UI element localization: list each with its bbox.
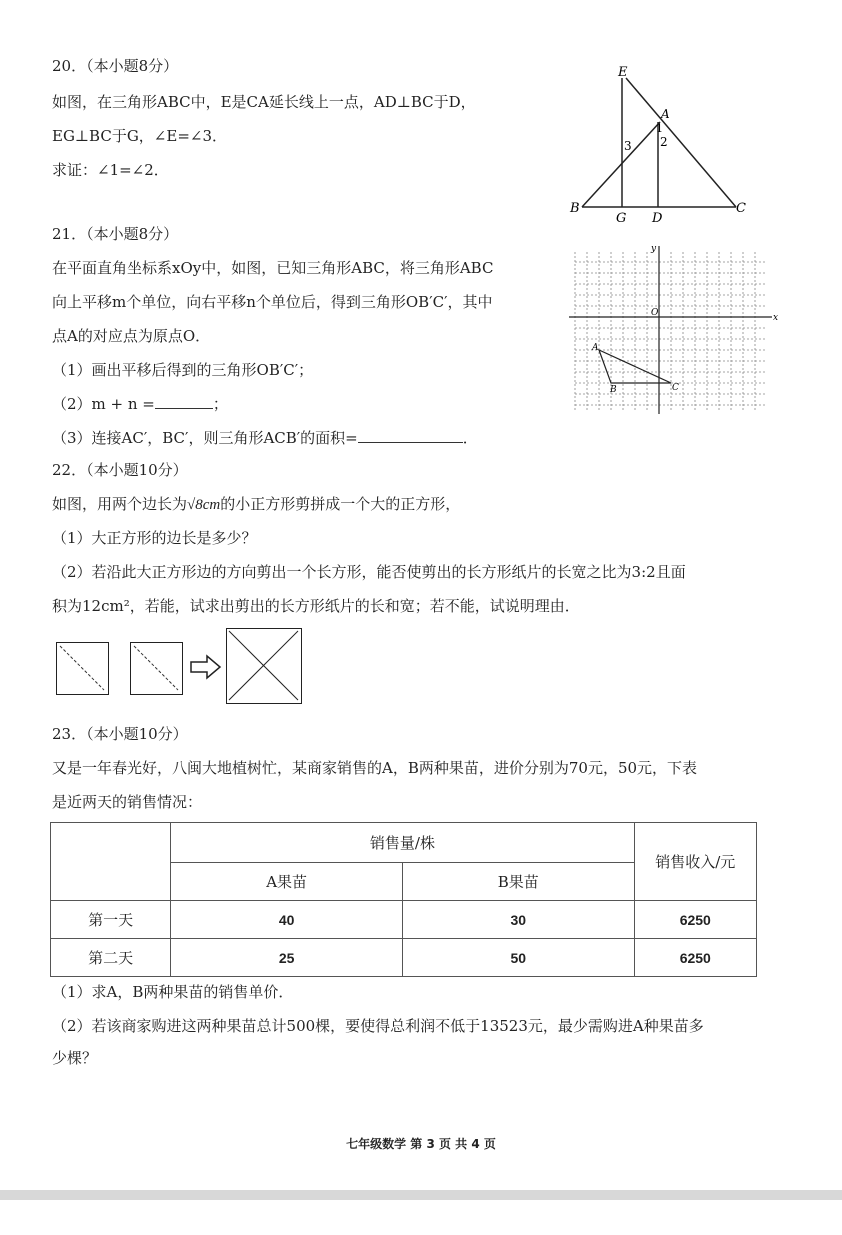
q23-sub1: （1）求A，B两种果苗的销售单价． <box>52 983 294 1001</box>
q20-line1: 如图，在三角形ABC中，E是CA延长线上一点，AD⊥BC于D， <box>52 93 476 111</box>
q22-heading: 22．（本小题10分） <box>52 461 188 479</box>
q22-sub2-line1: （2）若沿此大正方形边的方向剪出一个长方形，能否使剪出的长方形纸片的长宽之比为3:2且面 <box>52 563 686 581</box>
q23-line2: 是近两天的销售情况： <box>52 793 203 811</box>
cell-income: 6250 <box>634 939 756 977</box>
q22-line1-suffix: 的小正方形剪拼成一个大的正方形， <box>220 495 461 513</box>
cell-b: 50 <box>402 939 634 977</box>
arrow-right-icon <box>189 654 223 680</box>
coordinate-grid <box>565 242 780 417</box>
small-square-2 <box>130 642 183 695</box>
q20-line3: 求证：∠1=∠2． <box>52 161 169 179</box>
q20-heading: 20．（本小题8分） <box>52 57 179 75</box>
cell-a: 25 <box>171 939 403 977</box>
q23-line1: 又是一年春光好，八闽大地植树忙，某商家销售的A，B两种果苗，进价分别为70元，50元，下表 <box>52 759 698 777</box>
large-square <box>226 628 302 704</box>
table-corner-cell <box>51 823 171 901</box>
q21-sub2-prefix: （2）m + n = <box>52 395 155 413</box>
q22-line1-math: √8cm <box>187 497 221 513</box>
q22-sub1: （1）大正方形的边长是多少？ <box>52 529 257 547</box>
cell-income: 6250 <box>634 901 756 939</box>
small-square-1 <box>56 642 109 695</box>
label-E: E <box>618 65 628 80</box>
table-row <box>51 901 757 939</box>
answer-blank-mn[interactable] <box>155 394 213 409</box>
table-header-income: 销售收入/元 <box>634 823 756 901</box>
label-B: B <box>570 201 580 216</box>
point-b-label: B <box>610 385 617 395</box>
q21-sub2-suffix: ； <box>212 395 228 413</box>
q21-sub2 <box>52 394 228 414</box>
q22-sub2-line2: 积为12cm²，若能，试求出剪出的长方形纸片的长和宽；若不能，试说明理由． <box>52 597 580 615</box>
label-D: D <box>652 211 663 225</box>
table-header-b: B果苗 <box>402 863 634 901</box>
q23-heading: 23．（本小题10分） <box>52 725 188 743</box>
q22-line1-prefix: 如图，用两个边长为 <box>52 495 188 513</box>
q22-line1 <box>52 494 460 515</box>
label-A: A <box>661 107 670 121</box>
table-header-quantity: 销售量/株 <box>171 823 634 863</box>
q23-sub2-line2: 少棵？ <box>52 1049 98 1067</box>
label-G: G <box>616 211 627 225</box>
row-label: 第二天 <box>51 939 171 977</box>
cell-a: 40 <box>171 901 403 939</box>
point-a-label: A <box>592 343 599 353</box>
label-1: 1 <box>656 122 663 135</box>
triangle-abc <box>599 350 671 383</box>
q21-sub3-prefix: （3）连接AC′，BC′，则三角形ACB′的面积= <box>52 429 358 447</box>
axis-y-label: y <box>651 244 657 254</box>
table-header-a: A果苗 <box>171 863 403 901</box>
page-footer: 七年级数学 第 3 页 共 4 页 <box>346 1137 496 1151</box>
bottom-bar <box>0 1190 842 1200</box>
label-C: C <box>736 201 746 216</box>
point-c-label: C <box>672 383 679 393</box>
q23-sub2-line1: （2）若该商家购进这两种果苗总计500棵，要使得总利润不低于13523元，最少需购进A种果苗多 <box>52 1017 704 1035</box>
cell-b: 30 <box>402 901 634 939</box>
q20-line2: EG⊥BC于G，∠E=∠3． <box>52 127 227 145</box>
answer-blank-area[interactable] <box>358 428 463 443</box>
label-3: 3 <box>624 139 632 153</box>
q21-sub3 <box>52 428 478 448</box>
row-label: 第一天 <box>51 901 171 939</box>
triangle-figure <box>560 60 760 225</box>
label-2: 2 <box>660 135 668 149</box>
axis-x-label: x <box>773 313 779 323</box>
q21-heading: 21．（本小题8分） <box>52 225 179 243</box>
q21-line2: 向上平移m个单位，向右平移n个单位后，得到三角形OB′C′，其中 <box>52 293 493 311</box>
q21-line1: 在平面直角坐标系xOy中，如图，已知三角形ABC，将三角形ABC <box>52 259 494 277</box>
q21-line3: 点A的对应点为原点O． <box>52 327 211 345</box>
origin-label: O <box>651 308 659 318</box>
sales-table <box>50 822 757 977</box>
q21-sub3-suffix: ． <box>462 429 478 447</box>
q21-sub1: （1）画出平移后得到的三角形OB′C′； <box>52 361 314 379</box>
table-row <box>51 939 757 977</box>
